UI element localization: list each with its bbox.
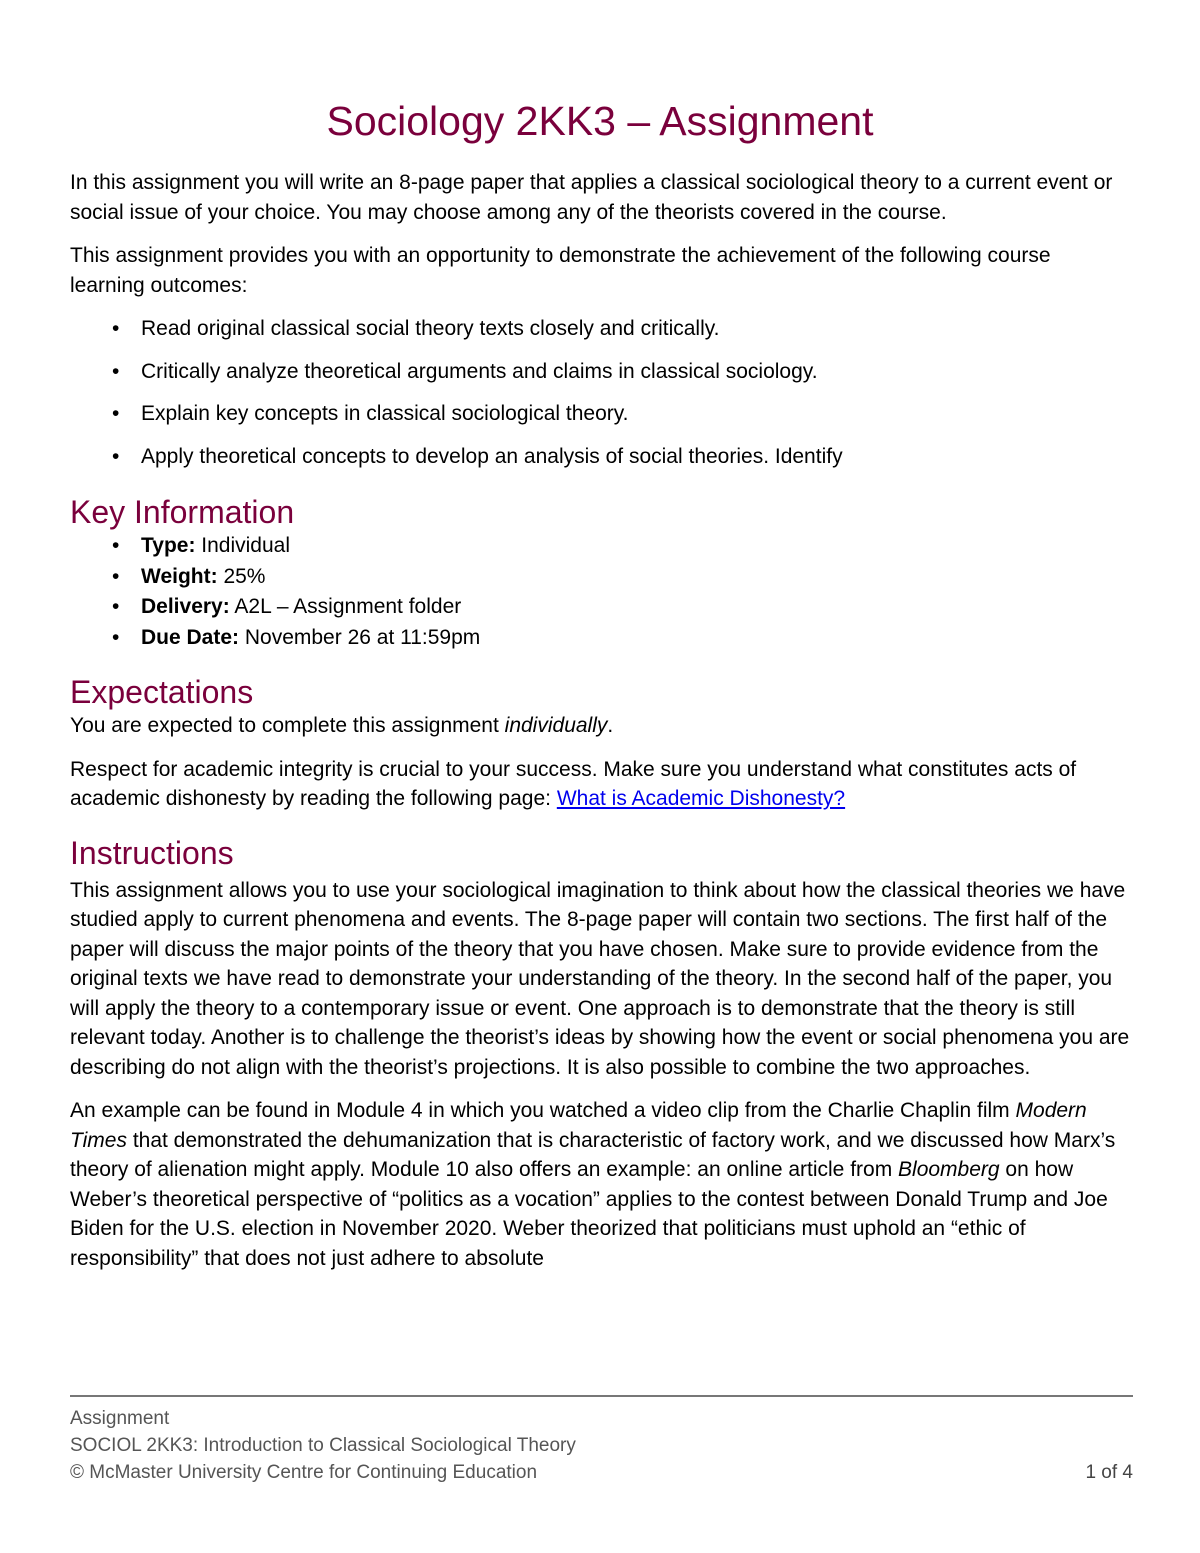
footer-course: SOCIOL 2KK3: Introduction to Classical Sociological Theory <box>70 1435 576 1456</box>
outcome-text: Critically analyze theoretical arguments and claims in classical sociology. <box>141 359 818 383</box>
outcome-text: Apply theoretical concepts to develop an analysis of social theories. Identify <box>141 444 843 468</box>
bullet-icon: • <box>112 444 120 468</box>
text-run: An example can be found in Module 4 in which you watched a video clip from the Charlie Chaplin film <box>70 1099 1016 1122</box>
key-label: Due Date: <box>141 625 240 649</box>
academic-integrity-paragraph <box>70 755 1130 814</box>
document-body <box>70 96 1130 1287</box>
bullet-icon: • <box>112 625 120 649</box>
list-item <box>70 314 1130 344</box>
list-item <box>70 623 1130 654</box>
expectations-heading: Expectations <box>70 674 254 710</box>
learning-outcomes-list <box>70 314 1130 471</box>
list-item <box>70 357 1130 387</box>
outcomes-intro-paragraph: This assignment provides you with an opportunity to demonstrate the achievement of the following course learning outcomes: <box>70 244 1051 297</box>
film-title: Modern Times <box>70 1099 1087 1152</box>
key-information-heading: Key Information <box>70 494 295 530</box>
key-information-list <box>70 531 1130 653</box>
key-label: Delivery: <box>141 595 230 618</box>
academic-dishonesty-link[interactable]: What is Academic Dishonesty? <box>556 787 846 810</box>
bullet-icon: • <box>112 317 120 340</box>
footer-copyright: © McMaster University Centre for Continuing Education <box>70 1462 538 1483</box>
list-item <box>70 592 1130 623</box>
emphasis-text: individually <box>504 714 608 737</box>
key-value: A2L – Assignment folder <box>229 595 462 618</box>
key-label: Type: <box>141 534 196 557</box>
text-run: on how Weber’s theoretical perspective of “politics as a vocation” applies to the contest between Donald Trump and Joe Biden for the U.S. election in November 2020. Weber theorized that politicians must uphold an “ethic of responsibility” that does not just adhere to absolute <box>70 1158 1108 1270</box>
text-run: You are expected to complete this assignment <box>70 714 505 737</box>
page-number: 1 of 4 <box>1085 1462 1133 1483</box>
key-value: 25% <box>217 564 266 588</box>
bullet-icon: • <box>112 359 120 383</box>
key-label: Weight: <box>141 564 218 588</box>
list-item <box>70 399 1130 429</box>
list-item <box>70 531 1130 562</box>
instructions-heading: Instructions <box>70 834 234 871</box>
bullet-icon: • <box>112 564 120 588</box>
key-value: Individual <box>195 534 291 557</box>
outcome-text: Explain key concepts in classical sociological theory. <box>141 402 629 425</box>
instructions-section <box>70 834 1130 1274</box>
list-item <box>70 562 1130 593</box>
key-value: November 26 at 11:59pm <box>239 625 481 649</box>
bullet-icon: • <box>112 402 120 425</box>
list-item <box>70 442 1130 472</box>
example-paragraph <box>70 1096 1130 1273</box>
instructions-paragraph: This assignment allows you to use your sociological imagination to think about how the classical theories we have studied apply to current phenomena and events. The 8-page paper will contain two sections. The first half of the paper will discuss the major points of the theory that you have chosen. Make sure to provide evidence from the original texts we have read to demonstrate your understanding of the theory. In the second half of the paper, you will apply the theory to a contemporary issue or event. One approach is to demonstrate that the theory is still relevant today. Another is to challenge the theorist’s ideas by showing how the event or social phenomena you are describing do not align with the theorist’s projections. It is also possible to combine the two approaches. <box>70 878 1130 1079</box>
bullet-icon: • <box>112 534 120 557</box>
expectations-paragraph <box>70 711 1130 741</box>
text-run: . <box>607 714 614 737</box>
text-run: that demonstrated the dehumanization that is characteristic of factory work, and we discussed how Marx’s theory of alienation might apply. Module 10 also offers an example: an online article from <box>70 1128 1116 1181</box>
page-footer <box>70 1395 1133 1486</box>
footer-row <box>70 1459 1133 1486</box>
bullet-icon: • <box>112 595 120 618</box>
publication-name: Bloomberg <box>898 1158 1000 1181</box>
page-title: Sociology 2KK3 – Assignment <box>326 98 874 144</box>
footer-label: Assignment <box>70 1408 170 1429</box>
intro-paragraph: In this assignment you will write an 8-page paper that applies a classical sociological theory to a current event or social issue of your choice. You may choose among any of the theorists covered in the course. <box>70 171 1113 224</box>
outcome-text: Read original classical social theory texts closely and critically. <box>141 317 720 340</box>
text-run: Respect for academic integrity is crucial to your success. Make sure you understand what constitutes acts of academic dishonesty by reading the following page: <box>70 757 1077 810</box>
